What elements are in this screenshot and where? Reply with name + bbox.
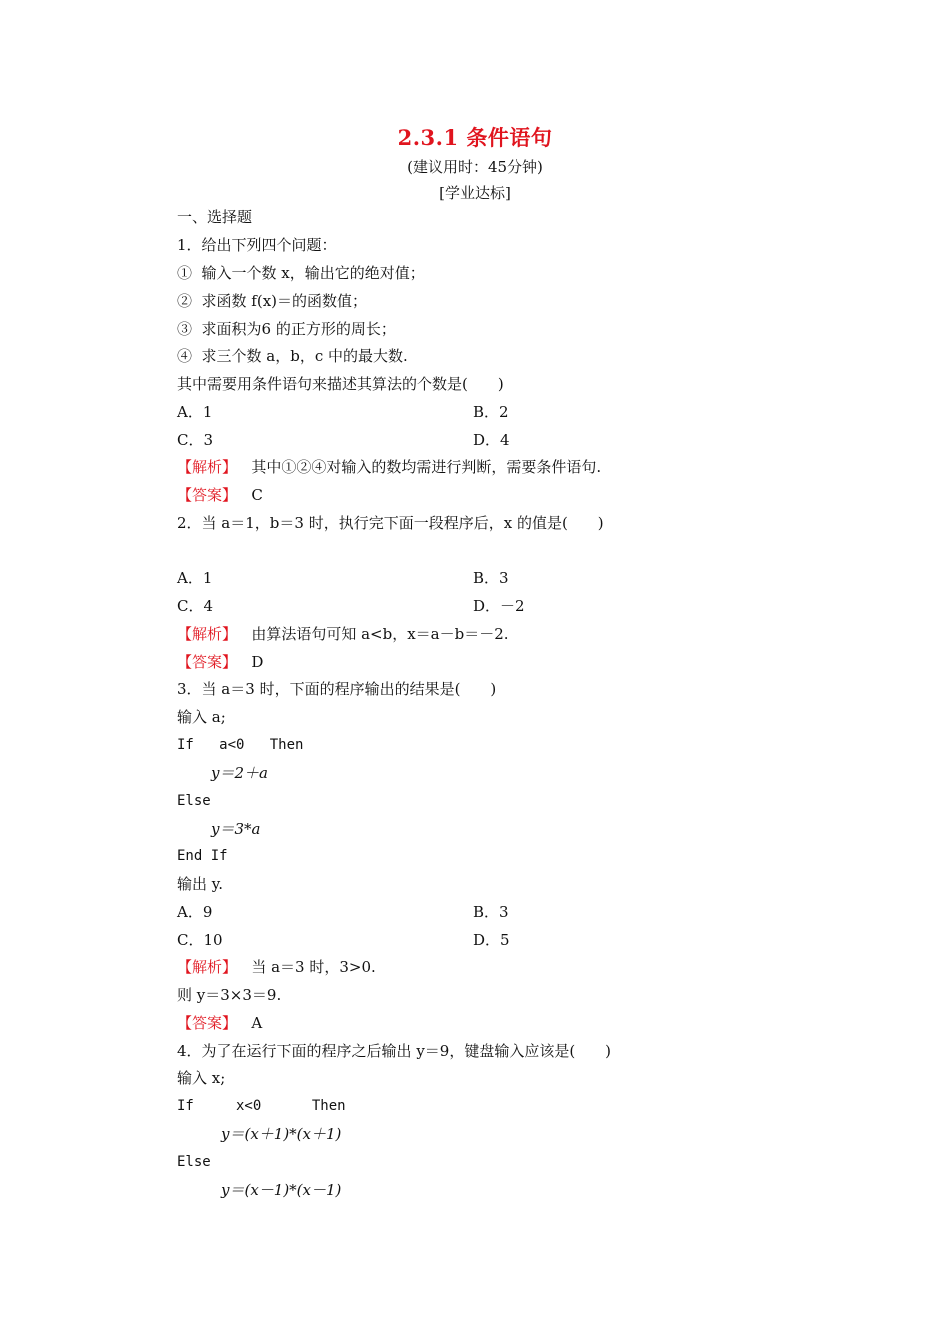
q2-option-d: D．－2 — [473, 597, 525, 615]
time-note: (建议用时：45分钟) — [407, 158, 543, 176]
q2-option-c: C．4 — [177, 597, 214, 615]
analysis-tag: 【解析】 — [177, 958, 238, 976]
q1-analysis-text: 其中①②④对输入的数均需进行判断，需要条件语句. — [251, 458, 602, 476]
q3-option-a: A．9 — [177, 903, 213, 921]
q3-code-line: End If — [177, 848, 228, 864]
analysis-tag: 【解析】 — [177, 458, 238, 476]
q1-option-a: A．1 — [177, 403, 213, 421]
q3-code-line: y＝2＋a — [211, 764, 268, 782]
q1-item-2: ② 求函数 f(x)＝的函数值； — [177, 292, 368, 310]
q4-code-line: If x<0 Then — [177, 1098, 346, 1114]
q1-answer — [177, 485, 263, 505]
level-heading: [学业达标] — [439, 184, 511, 202]
q2-answer-text: D — [251, 653, 264, 671]
q3-answer-text: A — [251, 1014, 263, 1032]
q3-stem: 3．当 a＝3 时，下面的程序输出的结果是( ) — [177, 680, 497, 698]
q1-stem: 1．给出下列四个问题： — [177, 236, 337, 254]
q4-code-line: 输入 x; — [177, 1069, 226, 1087]
q2-analysis — [177, 624, 509, 644]
q2-answer — [177, 652, 263, 672]
q1-question: 其中需要用条件语句来描述其算法的个数是( ) — [177, 375, 504, 393]
q3-option-c: C．10 — [177, 931, 223, 949]
q4-code-line: y＝(x＋1)*(x＋1) — [221, 1125, 342, 1143]
q1-option-c: C．3 — [177, 431, 214, 449]
q1-item-4: ④ 求三个数 a，b，c 中的最大数. — [177, 347, 408, 365]
q3-code-line: Else — [177, 793, 211, 809]
answer-tag: 【答案】 — [177, 1014, 238, 1032]
q3-code-line: y＝3*a — [211, 820, 261, 838]
answer-tag: 【答案】 — [177, 486, 238, 504]
q1-item-3: ③ 求面积为6 的正方形的周长； — [177, 320, 396, 338]
q4-code-line: Else — [177, 1154, 211, 1170]
analysis-tag: 【解析】 — [177, 625, 238, 643]
page-title: 2.3.1 条件语句 — [397, 125, 553, 150]
section-heading: 一、选择题 — [177, 208, 253, 226]
q3-analysis — [177, 957, 376, 977]
q1-option-b: B．2 — [473, 403, 509, 421]
q2-stem: 2．当 a＝1，b＝3 时，执行完下面一段程序后，x 的值是( ) — [177, 514, 604, 532]
q3-answer — [177, 1013, 262, 1033]
q3-analysis-line-2: 则 y＝3×3＝9. — [177, 986, 282, 1004]
q1-option-d: D．4 — [473, 431, 510, 449]
q2-option-b: B．3 — [473, 569, 509, 587]
q3-code-line: 输出 y. — [177, 875, 224, 893]
q1-analysis — [177, 457, 601, 477]
q2-option-a: A．1 — [177, 569, 213, 587]
q3-analysis-text: 当 a＝3 时，3>0. — [251, 958, 376, 976]
q3-option-d: D．5 — [473, 931, 510, 949]
q1-item-1: ① 输入一个数 x，输出它的绝对值； — [177, 264, 425, 282]
q4-stem: 4．为了在运行下面的程序之后输出 y＝9，键盘输入应该是( ) — [177, 1042, 612, 1060]
q3-code-line: If a<0 Then — [177, 737, 304, 753]
q4-code-line: y＝(x－1)*(x－1) — [221, 1181, 342, 1199]
q3-option-b: B．3 — [473, 903, 509, 921]
q3-code-line: 输入 a; — [177, 708, 226, 726]
q1-answer-text: C — [251, 486, 263, 504]
answer-tag: 【答案】 — [177, 653, 238, 671]
q2-analysis-text: 由算法语句可知 a<b，x＝a－b＝－2. — [251, 625, 509, 643]
